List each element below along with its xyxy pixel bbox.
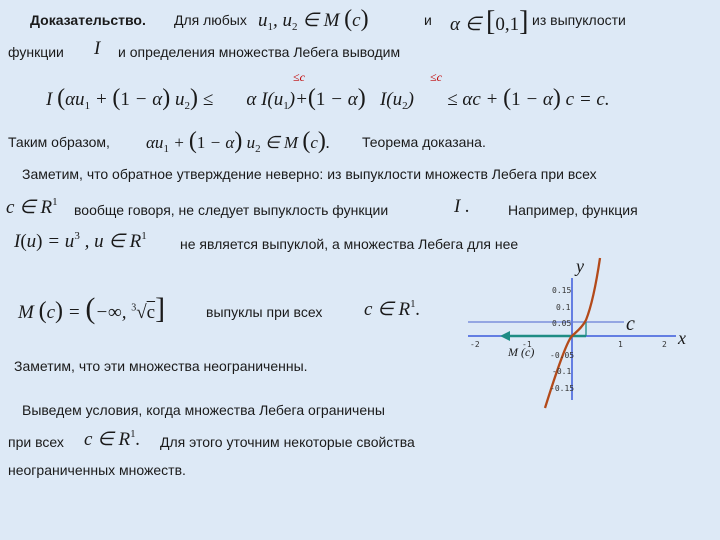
unbounded-text: Заметим, что эти множества неограниченны. xyxy=(14,358,308,374)
symbol-I: I xyxy=(94,38,101,59)
function-text: функции xyxy=(8,44,64,60)
le-c-mark-1: ≤c xyxy=(293,70,305,84)
definition-text: и определения множества Лебега выводим xyxy=(118,44,401,60)
x-axis-label: x xyxy=(678,328,686,348)
x-tick-label: 2 xyxy=(662,340,667,349)
example-text: Например, функция xyxy=(508,202,638,218)
note-converse-text: Заметим, что обратное утверждение неверно: из выпуклости множеств Лебега при всех xyxy=(22,166,597,182)
le-c-mark-2: ≤c xyxy=(430,70,442,84)
cubic-graph xyxy=(440,250,710,410)
thus-text: Таким образом, xyxy=(8,134,110,150)
y-tick-label: -0.05 xyxy=(550,351,575,360)
inequality-chain: I $(\alpha u_1 + (1 - \alpha) u_2)$ ≤ α $I(u_1)+(1 - \alpha)$ $I(u_2)$ ≤ αc + (1 − α) c = c. xyxy=(46,85,610,112)
x-tick-label: -2 xyxy=(470,340,480,349)
formula-c-in-R1-dot: c ∈ $R^1$. xyxy=(364,298,421,320)
formula-c-in-R1-cond: c ∈ $R^1$. xyxy=(84,428,141,450)
refine-text: Для этого уточним некоторые свойства xyxy=(160,434,415,450)
formula-lebesgue-set: M (c) = (−∞, $^3$√c] xyxy=(18,292,166,325)
y-tick-label: -0.1 xyxy=(552,367,572,376)
y-tick-label: 0.1 xyxy=(556,303,571,312)
y-tick-label: 0.05 xyxy=(552,319,572,328)
set-arrow-head xyxy=(500,331,510,341)
for-any-text: Для любых xyxy=(174,12,247,28)
formula-alpha-in-01: α ∈ [0,1] xyxy=(450,6,529,37)
y-tick-label: -0.15 xyxy=(550,384,575,393)
symbol-I-dot: I . xyxy=(454,196,470,217)
convex-for-all-text: выпуклы при всех xyxy=(206,304,323,320)
proved-text: Теорема доказана. xyxy=(362,134,486,150)
at-all-text: при всех xyxy=(8,434,64,450)
and-text: и xyxy=(424,12,432,28)
proof-label: Доказательство. xyxy=(30,12,146,28)
x-tick-label: 1 xyxy=(618,340,623,349)
set-label: M (c) xyxy=(508,345,535,359)
convexity-text: из выпуклости xyxy=(532,12,626,28)
x-tick-label: -1 xyxy=(522,340,532,349)
formula-combination-in-M: $\alpha u_1 + (1 - \alpha)$ $u_2$ ∈ M (c). xyxy=(146,128,331,155)
y-tick-label: 0.15 xyxy=(552,286,572,295)
y-axis-label: y xyxy=(576,256,584,276)
formula-cubic: $I(u) = u^3$ , u ∈ $R^1$ xyxy=(14,230,147,252)
formula-c-in-R1: c ∈ $R^1$ xyxy=(6,196,58,218)
conditions-text: Выведем условия, когда множества Лебега ограничены xyxy=(22,402,385,418)
formula-u1u2-in-M: $u_1$, $u_2$ ∈ M (c) xyxy=(258,6,369,33)
not-convex-text: не является выпуклой, а множества Лебега для нее xyxy=(180,236,519,252)
unbounded-sets-text: неограниченных множеств. xyxy=(8,462,186,478)
level-label: c xyxy=(626,313,635,335)
note-generally-text: вообще говоря, не следует выпуклость функции xyxy=(74,202,389,218)
